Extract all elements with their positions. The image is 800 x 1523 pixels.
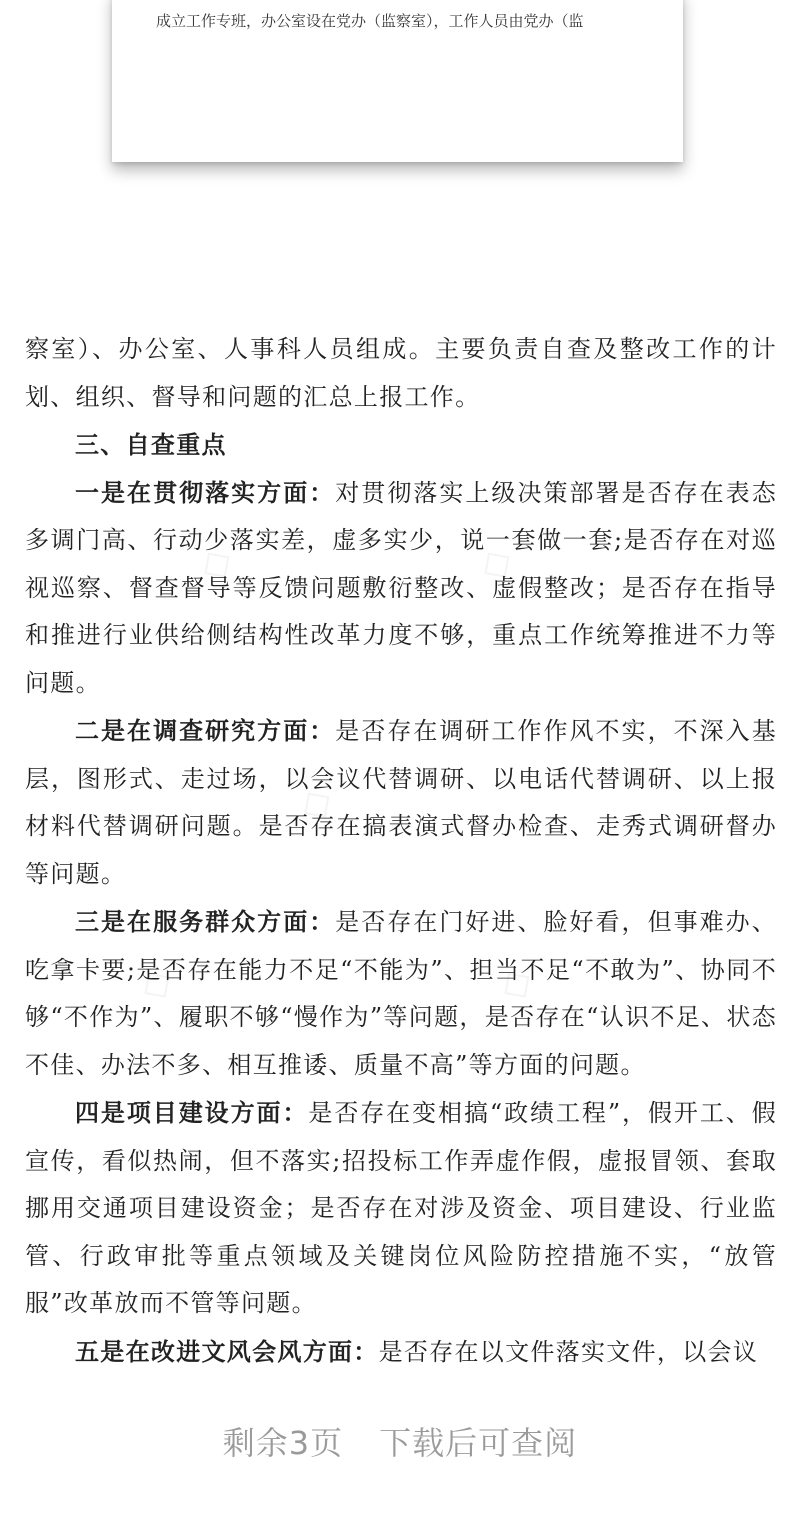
document-body bbox=[25, 326, 777, 1376]
paragraph-text: 是否存在门好进、脸好看，但事难办、吃拿卡要;是否存在能力不足“不能为”、担当不足“不敢为”、协同不够“不作为”、履职不够“慢作为”等问题，是否存在“认识不足、状态不佳、办法不多、相互推诿、质量不高”等方面的问题。 bbox=[25, 908, 777, 1079]
paragraph-lead: 四是项目建设方面： bbox=[75, 1098, 309, 1127]
paragraph bbox=[25, 1089, 777, 1328]
paragraph-lead: 五是在改进文风会风方面： bbox=[75, 1336, 379, 1366]
download-prompt[interactable] bbox=[0, 1418, 800, 1464]
paragraph bbox=[25, 707, 777, 898]
paragraph bbox=[25, 469, 777, 708]
paragraph: 察室）、办公室、人事科人员组成。主要负责自查及整改工作的计划、组织、督导和问题的汇总上报工作。 bbox=[25, 335, 777, 411]
paragraph-text: 是否存在调研工作作风不实，不深入基层，图形式、走过场，以会议代替调研、以电话代替调研、以上报材料代替调研问题。是否存在搞表演式督办检查、走秀式调研督办等问题。 bbox=[25, 717, 777, 888]
paragraph-text: 是否存在变相搞“政绩工程”，假开工、假宣传，看似热闹，但不落实;招投标工作弄虚作假，虚报冒领、套取挪用交通项目建设资金；是否存在对涉及资金、项目建设、行业监管、行政审批等重点领域及关键岗位风险防控措施不实，“放管服”改革放而不管等问题。 bbox=[25, 1099, 777, 1317]
paragraph-text: 对贯彻落实上级决策部署是否存在表态多调门高、行动少落实差，虚多实少，说一套做一套;是否存在对巡视巡察、督查督导等反馈问题敷衍整改、虚假整改；是否存在指导和推进行业供给侧结构性改革力度不够，重点工作统筹推进不力等问题。 bbox=[25, 478, 777, 697]
remaining-pages-label: 剩余3页 bbox=[222, 1424, 344, 1462]
previous-page-text: 成立工作专班，办公室设在党办（监察室），工作人员由党办（监 bbox=[156, 12, 584, 30]
download-to-read-label: 下载后可查阅 bbox=[379, 1424, 578, 1462]
paragraph bbox=[25, 1328, 777, 1377]
paragraph-text: 是否存在以文件落实文件，以会议 bbox=[378, 1337, 759, 1366]
previous-page-card bbox=[112, 0, 683, 162]
paragraph-lead: 一是在贯彻落实方面： bbox=[75, 477, 336, 507]
paragraph-lead: 三是在服务群众方面： bbox=[75, 907, 336, 936]
paragraph bbox=[25, 898, 777, 1089]
paragraph-lead: 二是在调查研究方面： bbox=[75, 716, 336, 745]
section-heading: 三、自查重点 bbox=[75, 430, 227, 459]
